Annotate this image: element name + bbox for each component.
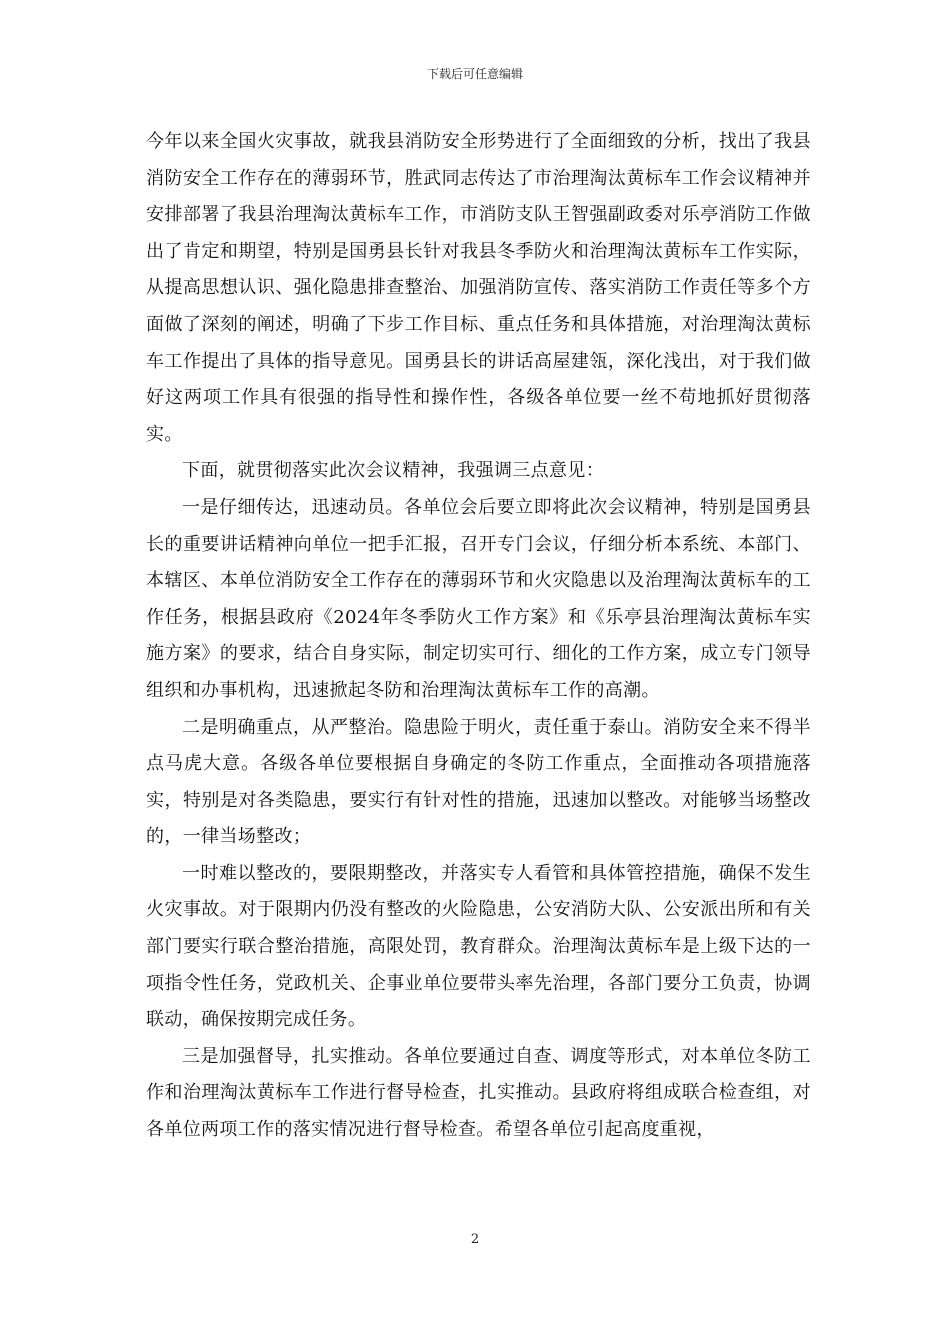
- paragraph-point-one: 一是仔细传达，迅速动员。各单位会后要立即将此次会议精神，特别是国勇县长的重要讲话精神向单位一把手汇报，召开专门会议，仔细分析本系统、本部门、本辖区、本单位消防安全工作存在的薄弱环节和火灾隐患以及治理淘汰黄标车的工作任务，根据县政府《2024年冬季防火工作方案》和《乐亭县治理淘汰黄标车实施方案》的要求，结合自身实际，制定切实可行、细化的工作方案，成立专门领导组织和办事机构，迅速掀起冬防和治理淘汰黄标车工作的高潮。: [146, 496, 811, 701]
- paragraph-intro: 下面，就贯彻落实此次会议精神，我强调三点意见：: [182, 460, 605, 482]
- document-body: [146, 124, 811, 1149]
- page-number: 2: [470, 1232, 480, 1247]
- page-header: 下载后可任意编辑: [426, 67, 523, 81]
- paragraph-point-three: 三是加强督导，扎实推动。各单位要通过自查、调度等形式，对本单位冬防工作和治理淘汰黄标车工作进行督导检查，扎实推动。县政府将组成联合检查组，对各单位两项工作的落实情况进行督导检查。希望各单位引起高度重视，: [146, 1045, 811, 1141]
- paragraph-point-two: 二是明确重点，从严整治。隐患险于明火，责任重于泰山。消防安全来不得半点马虎大意。各级各单位要根据自身确定的冬防工作重点，全面推动各项措施落实，特别是对各类隐患，要实行有针对性的措施，迅速加以整改。对能够当场整改的，一律当场整改；: [146, 716, 811, 848]
- paragraph-point-two-continued: 一时难以整改的，要限期整改，并落实专人看管和具体管控措施，确保不发生火灾事故。对于限期内仍没有整改的火险隐患，公安消防大队、公安派出所和有关部门要实行联合整治措施，高限处罚，教育群众。治理淘汰黄标车是上级下达的一项指令性任务，党政机关、企事业单位要带头率先治理，各部门要分工负责，协调联动，确保按期完成任务。: [146, 862, 811, 1031]
- paragraph-continued: 今年以来全国火灾事故，就我县消防安全形势进行了全面细致的分析，找出了我县消防安全工作存在的薄弱环节，胜武同志传达了市治理淘汰黄标车工作会议精神并安排部署了我县治理淘汰黄标车工作，市消防支队王智强副政委对乐亭消防工作做出了肯定和期望，特别是国勇县长针对我县冬季防火和治理淘汰黄标车工作实际，从提高思想认识、强化隐患排查整治、加强消防宣传、落实消防工作责任等多个方面做了深刻的阐述，明确了下步工作目标、重点任务和具体措施，对治理淘汰黄标车工作提出了具体的指导意见。国勇县长的讲话高屋建瓴，深化浅出，对于我们做好这两项工作具有很强的指导性和操作性，各级各单位要一丝不苟地抓好贯彻落实。: [146, 131, 811, 445]
